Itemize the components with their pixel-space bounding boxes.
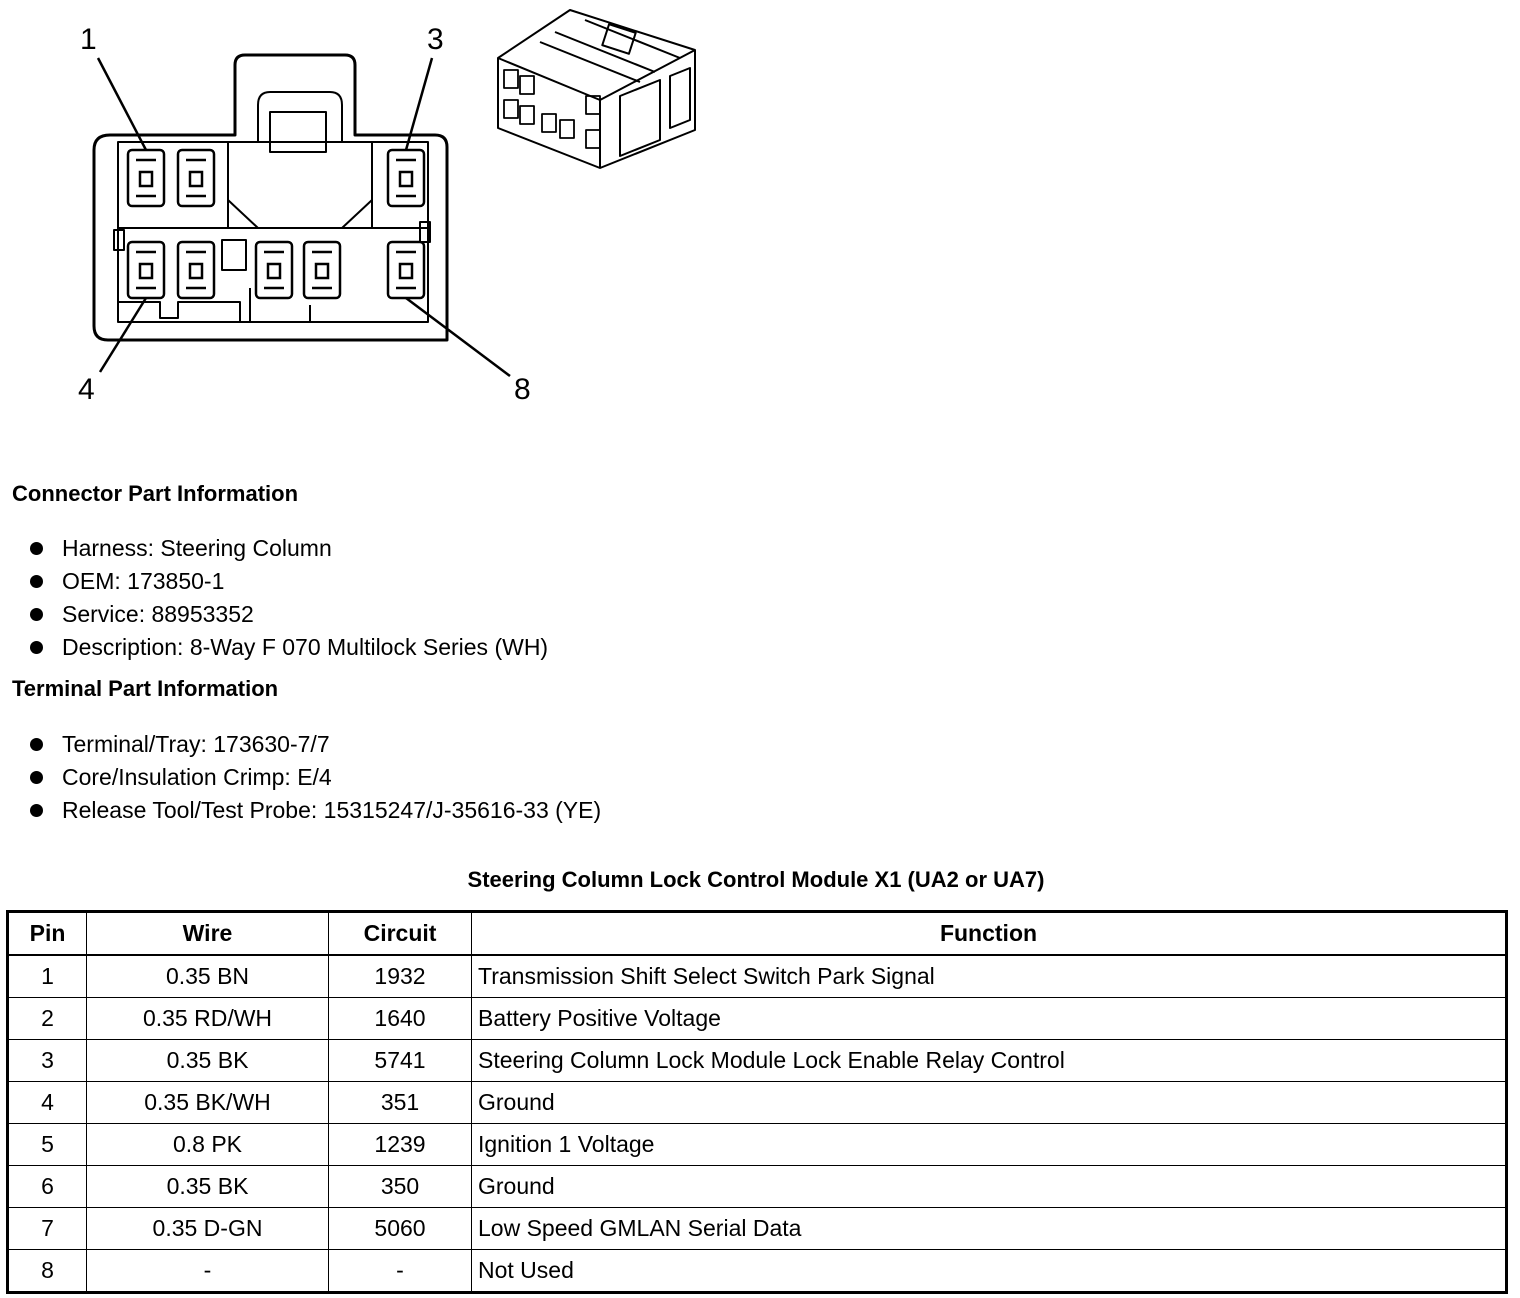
pinout-table: [6, 910, 1508, 1294]
cell-circuit: -: [329, 1250, 472, 1293]
cell-wire: 0.35 BK/WH: [87, 1082, 329, 1124]
leader-line-pin-4: [100, 298, 146, 372]
cell-pin: 6: [8, 1166, 87, 1208]
bullet-icon: [30, 542, 43, 555]
list-item: Harness: Steering Column: [30, 532, 548, 565]
table-row: [8, 1250, 1507, 1293]
cell-circuit: 350: [329, 1166, 472, 1208]
cell-function: Ground: [472, 1082, 1507, 1124]
cell-wire: 0.35 D-GN: [87, 1208, 329, 1250]
cell-function: Battery Positive Voltage: [472, 998, 1507, 1040]
terminal-pin-3: [388, 150, 424, 206]
cell-circuit: 1640: [329, 998, 472, 1040]
cell-circuit: 1239: [329, 1124, 472, 1166]
cell-function: Transmission Shift Select Switch Park Signal: [472, 955, 1507, 998]
bullet-icon: [30, 771, 43, 784]
pin-label-3: 3: [427, 23, 444, 56]
table-row: [8, 1040, 1507, 1082]
connector-info-list: [30, 532, 548, 664]
table-row: [8, 955, 1507, 998]
terminal-pin-8: [388, 242, 424, 298]
table-row: [8, 1166, 1507, 1208]
connector-diagram: [0, 0, 760, 420]
terminal-pin-4: [128, 242, 164, 298]
cell-wire: -: [87, 1250, 329, 1293]
list-item: OEM: 173850-1: [30, 565, 548, 598]
terminal-info-heading: Terminal Part Information: [12, 676, 279, 701]
cell-wire: 0.35 BN: [87, 955, 329, 998]
cell-function: Ground: [472, 1166, 1507, 1208]
cell-circuit: 5741: [329, 1040, 472, 1082]
terminal-info-list: [30, 728, 601, 827]
column-header-wire: Wire: [87, 912, 329, 956]
terminal-pin-5: [178, 242, 214, 298]
cell-pin: 4: [8, 1082, 87, 1124]
list-item: Description: 8-Way F 070 Multilock Series (WH): [30, 631, 548, 664]
table-header-row: [8, 912, 1507, 956]
connector-info-heading: Connector Part Information: [12, 481, 299, 506]
cell-function: Steering Column Lock Module Lock Enable Relay Control: [472, 1040, 1507, 1082]
terminal-pin-1: [128, 150, 164, 206]
table-title: Steering Column Lock Control Module X1 (UA2 or UA7): [467, 867, 1045, 892]
cell-wire: 0.8 PK: [87, 1124, 329, 1166]
cell-wire: 0.35 BK: [87, 1040, 329, 1082]
bullet-icon: [30, 641, 43, 654]
cell-function: Ignition 1 Voltage: [472, 1124, 1507, 1166]
cell-pin: 1: [8, 955, 87, 998]
table-row: [8, 1208, 1507, 1250]
cell-circuit: 5060: [329, 1208, 472, 1250]
cell-pin: 8: [8, 1250, 87, 1293]
cell-pin: 5: [8, 1124, 87, 1166]
bullet-icon: [30, 608, 43, 621]
cell-wire: 0.35 RD/WH: [87, 998, 329, 1040]
terminal-pin-7: [304, 242, 340, 298]
table-row: [8, 998, 1507, 1040]
cell-pin: 7: [8, 1208, 87, 1250]
column-header-function: Function: [472, 912, 1507, 956]
list-item: Terminal/Tray: 173630-7/7: [30, 728, 601, 761]
pin-label-4: 4: [78, 373, 95, 406]
pin-label-1: 1: [80, 23, 97, 56]
cell-function: Low Speed GMLAN Serial Data: [472, 1208, 1507, 1250]
table-row: [8, 1082, 1507, 1124]
pin-label-8: 8: [514, 373, 531, 406]
terminal-pin-2: [178, 150, 214, 206]
cell-pin: 3: [8, 1040, 87, 1082]
connector-3d-view: [498, 10, 695, 168]
column-header-circuit: Circuit: [329, 912, 472, 956]
bullet-icon: [30, 804, 43, 817]
terminal-pin-6: [256, 242, 292, 298]
bullet-icon: [30, 738, 43, 751]
bullet-icon: [30, 575, 43, 588]
cell-circuit: 351: [329, 1082, 472, 1124]
leader-line-pin-8: [406, 298, 510, 376]
cell-pin: 2: [8, 998, 87, 1040]
table-row: [8, 1124, 1507, 1166]
cell-wire: 0.35 BK: [87, 1166, 329, 1208]
list-item: Release Tool/Test Probe: 15315247/J-35616-33 (YE): [30, 794, 601, 827]
list-item: Service: 88953352: [30, 598, 548, 631]
list-item: Core/Insulation Crimp: E/4: [30, 761, 601, 794]
cell-circuit: 1932: [329, 955, 472, 998]
column-header-pin: Pin: [8, 912, 87, 956]
cell-function: Not Used: [472, 1250, 1507, 1293]
